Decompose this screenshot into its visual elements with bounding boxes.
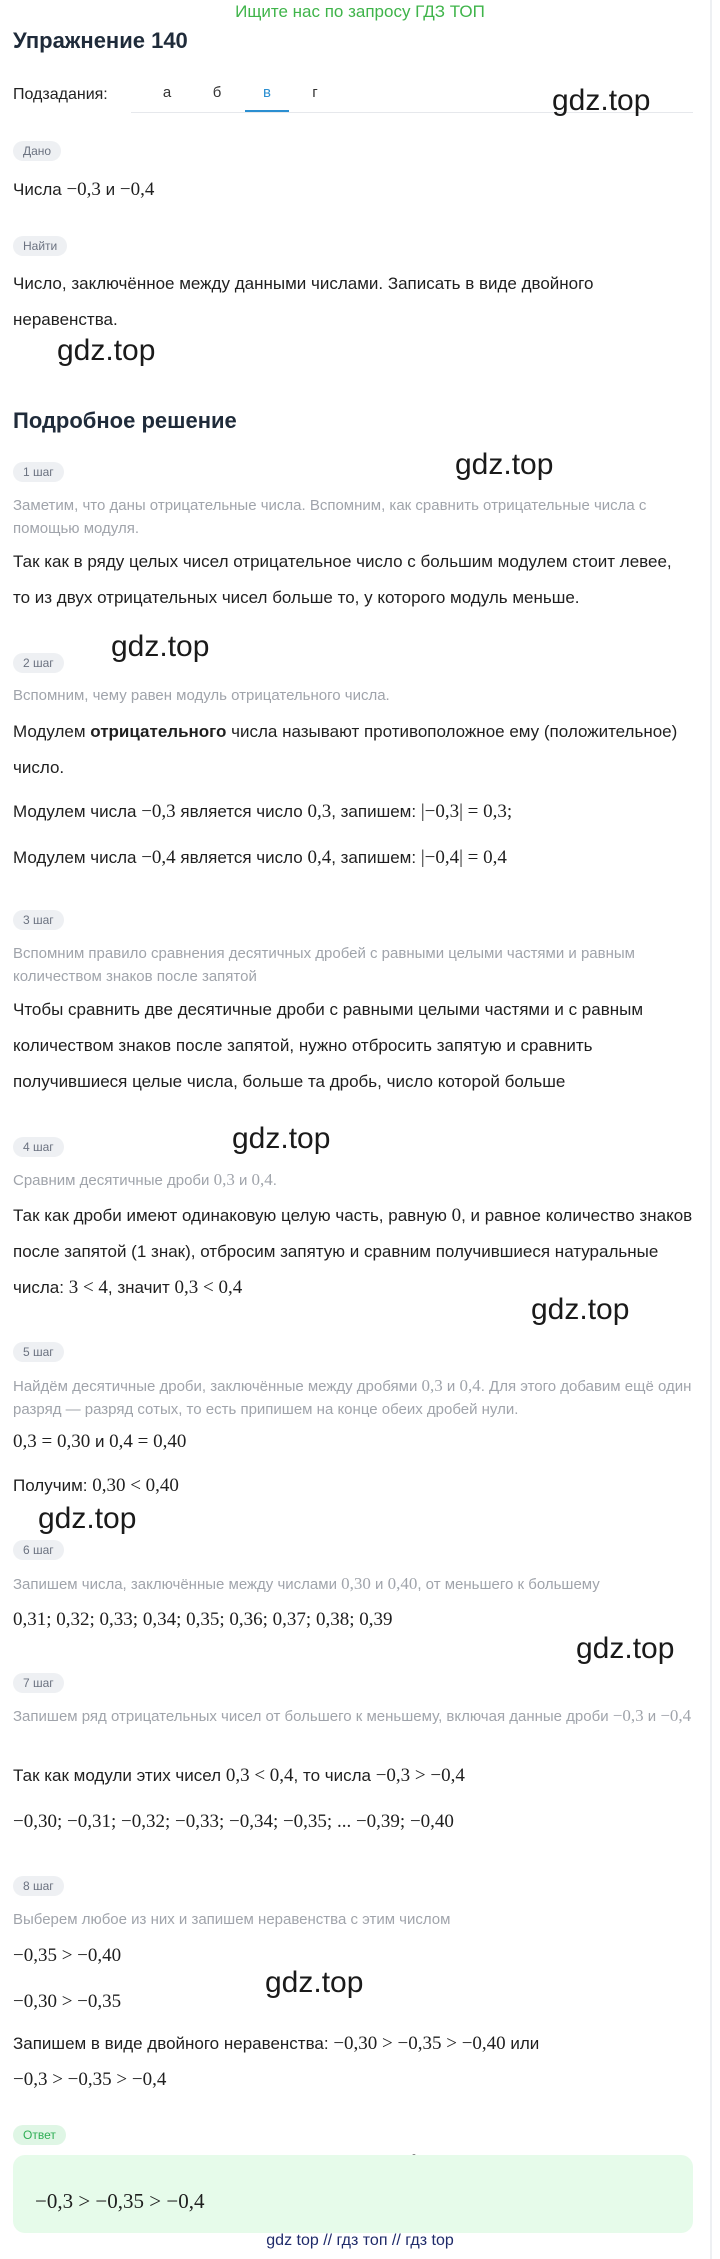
step-hint: Выберем любое из них и запишем неравенства с этим числом — [13, 1911, 451, 1928]
number-list: 0,31; 0,32; 0,33; 0,34; 0,35; 0,36; 0,37; 0,38; 0,39 — [13, 1609, 393, 1630]
watermark: gdz.top — [455, 448, 554, 481]
tab-g[interactable]: г — [312, 84, 318, 101]
step-text: Так как дроби имеют одинаковую целую часть, равную 0, и равное количество знаков после запятой (1 знак), отбросим запятую и сравним получившиеся натуральные числа: 3 < 4, значит 0,3 < 0,4 — [13, 1205, 693, 1298]
page-title: Упражнение 140 — [13, 28, 188, 53]
step-badge: 5 шаг — [13, 1342, 64, 1362]
step-text: Запишем в виде двойного неравенства: −0,30 > −0,35 > −0,40 или — [13, 2033, 540, 2054]
step-badge: 1 шаг — [13, 462, 64, 482]
number-list: −0,30; −0,31; −0,32; −0,33; −0,34; −0,35; ... −0,39; −0,40 — [13, 1811, 454, 1832]
answer-box — [13, 2155, 693, 2233]
step-badge: 6 шаг — [13, 1540, 64, 1560]
answer-text: −0,3 > −0,35 > −0,4 — [35, 2189, 205, 2213]
given-badge: Дано — [13, 141, 61, 161]
step-badge: 7 шаг — [13, 1673, 64, 1693]
step-hint: Заметим, что даны отрицательные числа. Вспомним, как сравнить отрицательные числа с помощью модуля. — [13, 497, 647, 537]
step-text: Модулем числа −0,4 является число 0,4, запишем: |−0,4| = 0,4 — [13, 847, 507, 868]
step-text: Чтобы сравнить две десятичные дроби с равными целыми частями и с равным количеством знаков после запятой, нужно отбросить запятую и сравнить получившиеся целые числа, больше та дробь, число которой больше — [13, 1000, 644, 1091]
subtasks-label: Подзадания: — [13, 86, 108, 103]
step-text: Так как в ряду целых чисел отрицательное число с большим модулем стоит левее, то из двух отрицательных чисел больше то, у которого модуль меньше. — [13, 552, 672, 607]
watermark: gdz.top — [232, 1122, 331, 1155]
watermark: gdz.top — [265, 1966, 364, 1999]
find-text: Число, заключённое между данными числами. Записать в виде двойного неравенства. — [13, 274, 594, 329]
step-text: 0,3 = 0,30 и 0,4 = 0,40 — [13, 1431, 187, 1452]
given-text: Числа −0,3 и −0,4 — [13, 179, 155, 200]
footer-links[interactable]: gdz top // гдз топ // гдз top — [266, 2232, 454, 2249]
step-text: Модулем отрицательного числа называют противоположное ему (положительное) число. — [13, 722, 678, 777]
promo-banner[interactable]: Ищите нас по запросу ГДЗ ТОП — [235, 2, 485, 21]
step-hint: Запишем ряд отрицательных чисел от большего к меньшему, включая данные дроби −0,3 и −0,4 — [13, 1706, 692, 1725]
inequality: −0,3 > −0,35 > −0,4 — [13, 2069, 167, 2090]
step-badge: 3 шаг — [13, 910, 64, 930]
step-badge: 8 шаг — [13, 1876, 64, 1896]
step-hint: Найдём десятичные дроби, заключённые между дробями 0,3 и 0,4. Для этого добавим ещё один разряд — разряд сотых, то есть припишем на конце обеих дробей нули. — [13, 1376, 692, 1418]
step-hint: Вспомним, чему равен модуль отрицательного числа. — [13, 687, 390, 704]
find-badge: Найти — [13, 236, 67, 256]
inequality: −0,35 > −0,40 — [13, 1945, 122, 1966]
step-text: Получим: 0,30 < 0,40 — [13, 1475, 179, 1496]
tab-v[interactable]: в — [245, 84, 289, 112]
step-hint: Запишем числа, заключённые между числами 0,30 и 0,40, от меньшего к большему — [13, 1574, 600, 1593]
watermark: gdz.top — [576, 1632, 675, 1665]
scrollbar-track[interactable] — [710, 0, 712, 2259]
watermark: gdz.top — [38, 1502, 137, 1535]
answer-badge: Ответ — [13, 2125, 66, 2145]
watermark: gdz.top — [111, 630, 210, 663]
watermark: gdz.top — [531, 1293, 630, 1326]
step-badge: 2 шаг — [13, 653, 64, 673]
step-text: Так как модули этих чисел 0,3 < 0,4, то числа −0,3 > −0,4 — [13, 1765, 465, 1786]
step-hint: Сравним десятичные дроби 0,3 и 0,4. — [13, 1170, 277, 1189]
step-hint: Вспомним правило сравнения десятичных дробей с равными целыми частями и равным количеством знаков после запятой — [13, 945, 635, 985]
tab-a[interactable]: а — [162, 84, 172, 101]
step-text: Модулем числа −0,3 является число 0,3, запишем: |−0,3| = 0,3; — [13, 801, 513, 822]
step-badge: 4 шаг — [13, 1137, 64, 1157]
inequality: −0,30 > −0,35 — [13, 1991, 122, 2012]
watermark: gdz.top — [57, 334, 156, 367]
tab-b[interactable]: б — [212, 84, 222, 101]
watermark: gdz.top — [552, 84, 651, 117]
solution-heading: Подробное решение — [13, 408, 237, 433]
